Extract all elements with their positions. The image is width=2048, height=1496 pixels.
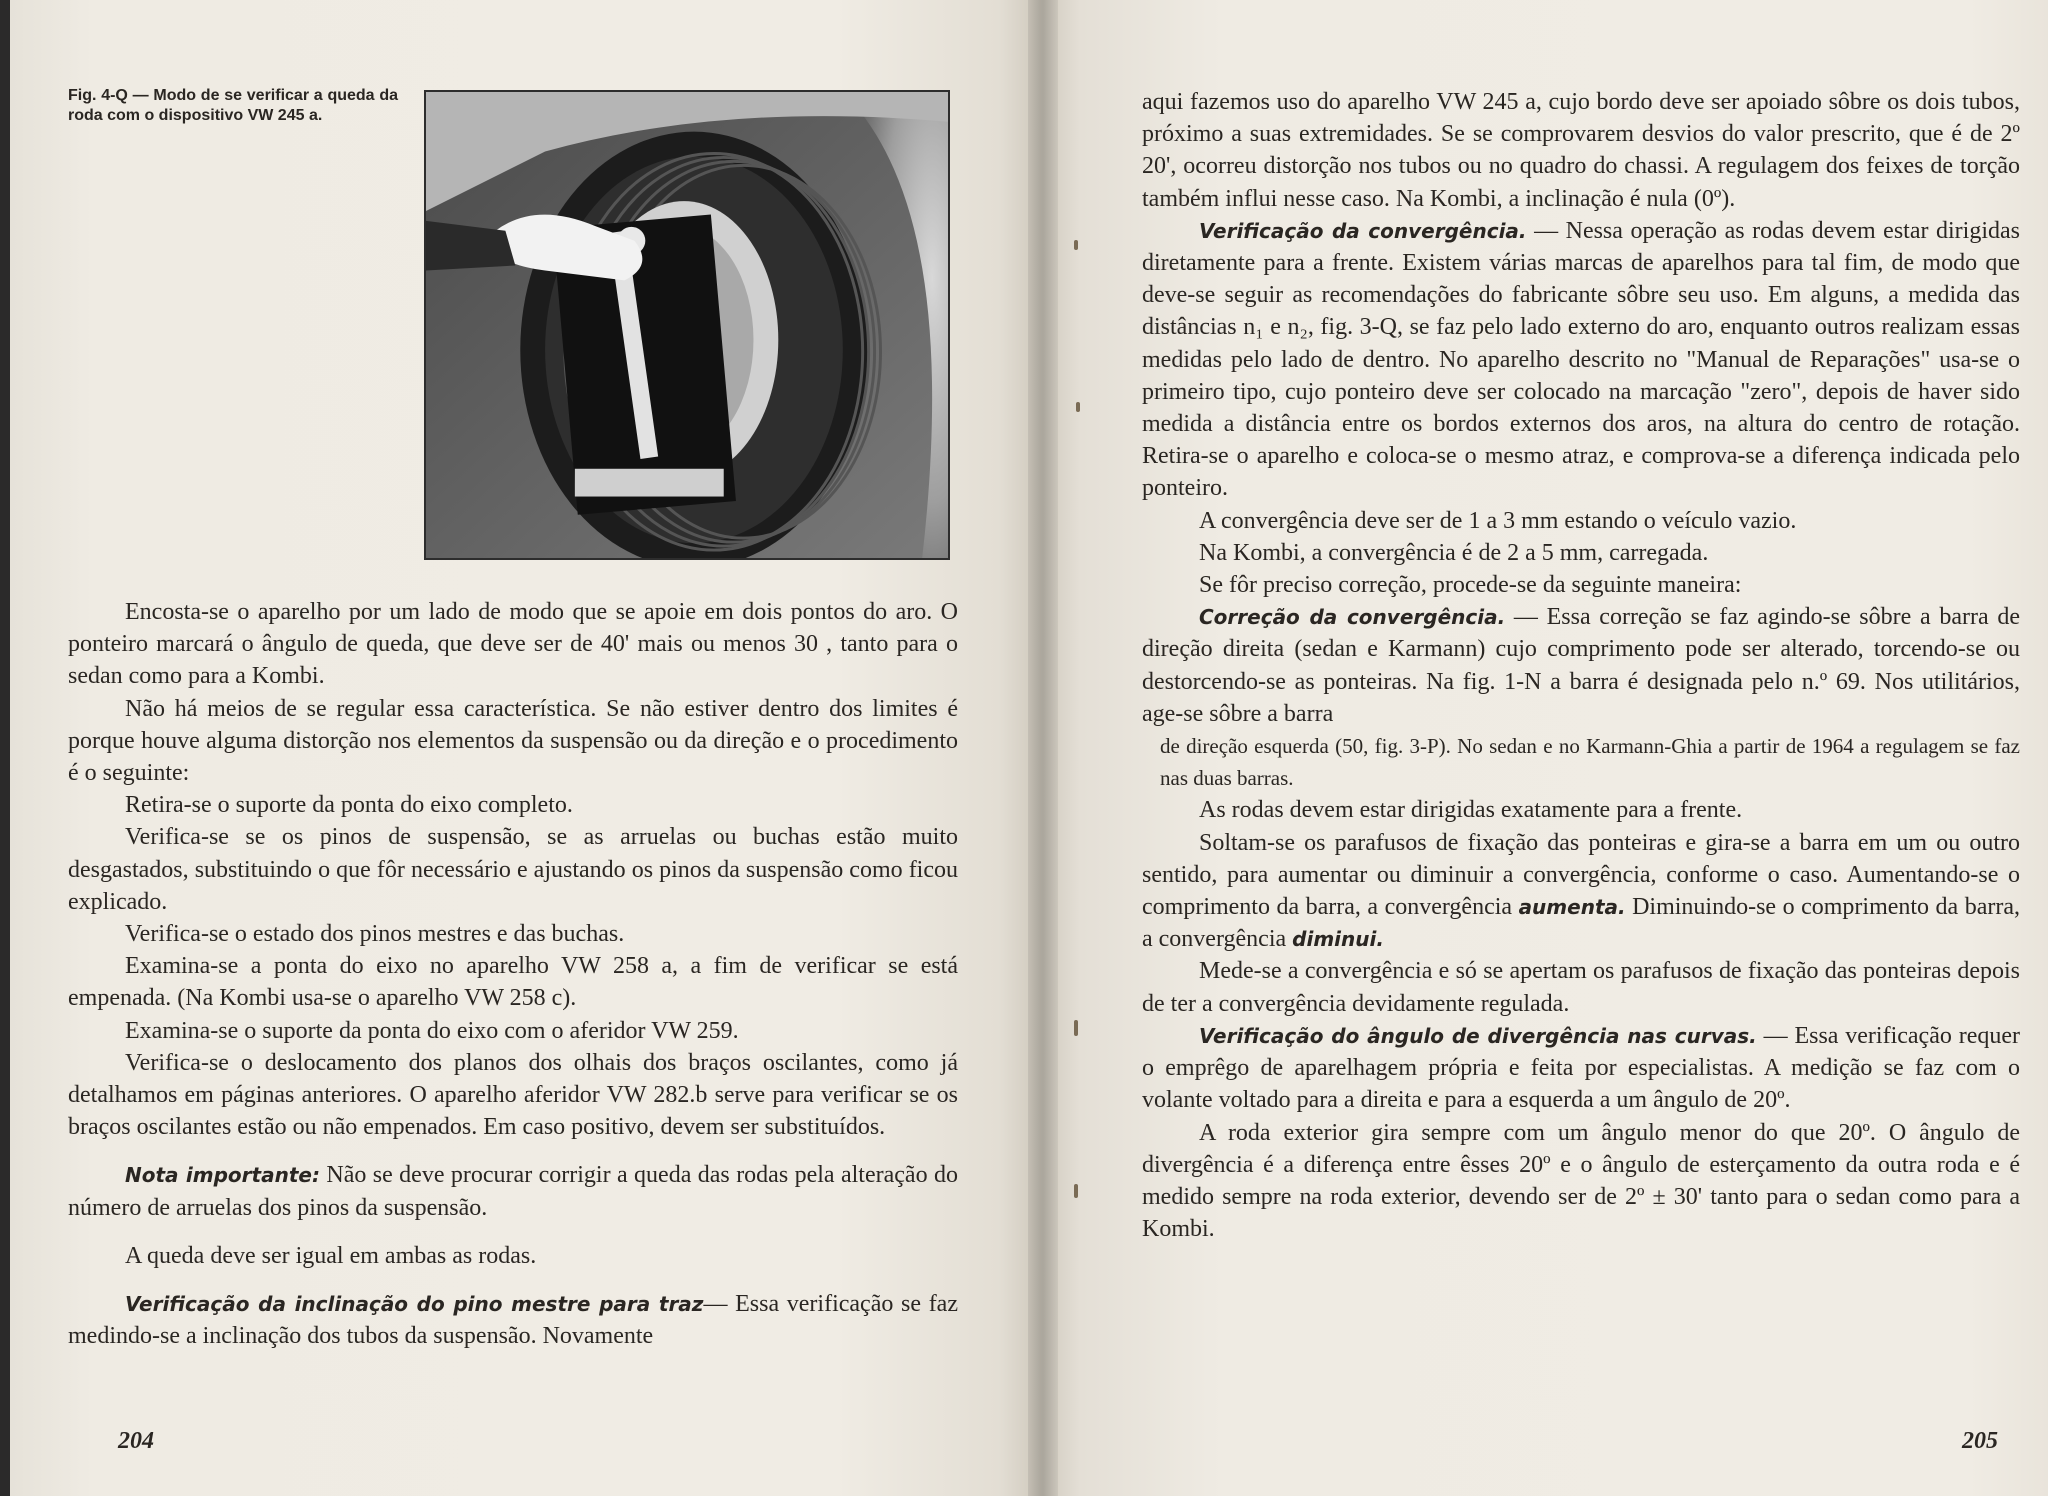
paragraph: Examina-se o suporte da ponta do eixo com o aferidor VW 259. <box>125 1017 739 1044</box>
section-text: — Essa verificação se faz medindo-se a inclinação dos tubos da suspensão. Novamente <box>68 1291 958 1350</box>
paragraph: As rodas devem estar dirigidas exatamente para a frente. <box>1199 797 1743 824</box>
section-paragraph <box>1142 215 2020 505</box>
paragraph: Verifica-se o estado dos pinos mestres e das buchas. <box>125 921 625 948</box>
paragraph: aqui fazemos uso do aparelho VW 245 a, cujo bordo deve ser apoiado sôbre os dois tubos, próximo a suas extremidades. Se se comprovarem desvios do valor prescrito, que é de 2º 20', ocorreu distorção nos tubos ou no quadro do chassi. A regulagem dos feixes de torção também influi nesse caso. Na Kombi, a inclinação é nula (0º). <box>1142 89 2020 212</box>
paragraph: Retira-se o suporte da ponta do eixo completo. <box>125 792 573 819</box>
page-number: 204 <box>118 1428 154 1454</box>
section-text: — Essa verificação requer o emprêgo de aparelhagem própria e feita por especialistas. A medição se faz com o volante voltado para a direita e para a esquerda a um ângulo de 20º. <box>1142 1022 2020 1114</box>
paragraph: Encosta-se o aparelho por um lado de modo que se apoie em dois pontos do aro. O ponteiro marcará o ângulo de queda, que deve ser de 40' mais ou menos 30 , tanto para o sedan como para a Kombi. <box>68 599 958 690</box>
emphasis: diminui. <box>1292 927 1384 952</box>
section-heading: Verificação da inclinação do pino mestre para traz <box>125 1292 704 1317</box>
paragraph: A roda exterior gira sempre com um ângulo menor do que 20º. O ângulo de divergência é a diferença entre êsses 20º e o ângulo de esterçamento da outra roda e é medido sempre na roda exterior, devendo ser de 2º ± 30' tanto para o sedan como para a Kombi. <box>1142 1119 2020 1243</box>
note-heading: Nota importante: <box>125 1163 320 1188</box>
section-text: — Nessa operação as rodas devem estar dirigidas diretamente para a frente. Existem várias marcas de aparelhos para tal fim, de modo que deve-se seguir as recomendações do fabricante sôbre seu uso. Em alguns, a medida das distâncias n₁ e n₂, fig. 3-Q, se faz pelo lado externo do aro, enquanto outros realizam essas medidas pelo lado de dentro. No aparelho descrito no "Manual de Reparações" usa-se o primeiro tipo, cujo ponteiro deve ser colocado na marcação "zero", depois de haver sido medida a distância entre os bordos externos dos aros, na altura do centro de rotação. Retira-se o aparelho e coloca-se o mesmo atraz, e comprova-se a diferença indicada pelo ponteiro. <box>1142 217 2020 502</box>
paragraph: Mede-se a convergência e só se apertam os parafusos de fixação das ponteiras depois de ter a convergência devidamente regulada. <box>1142 958 2020 1017</box>
emphasis: aumenta. <box>1518 895 1626 920</box>
paragraph: Na Kombi, a convergência é de 2 a 5 mm, carregada. <box>1199 539 1709 566</box>
paragraph: Verifica-se o deslocamento dos planos dos olhais dos braços oscilantes, como já detalhamos em páginas anteriores. O aparelho aferidor VW 282.b serve para verificar se os braços oscilantes estão ou não empenados. Em caso positivo, devem ser substituídos. <box>68 1049 958 1141</box>
section-heading: Correção da convergência. <box>1199 605 1506 630</box>
paragraph: de direção esquerda (50, fig. 3-P). No sedan e no Karmann-Ghia a partir de 1964 a regulagem se faz nas duas barras. <box>1160 734 2020 791</box>
paragraph: Examina-se a ponta do eixo no aparelho VW 258 a, a fim de verificar se está empenada. (Na Kombi usa-se o aparelho VW 258 c). <box>68 953 958 1012</box>
section-paragraph <box>1142 1020 2020 1117</box>
paragraph: Verifica-se se os pinos de suspensão, se as arruelas ou buchas estão muito desgastados, substituindo o que fôr necessário e ajustando os pinos da suspensão como ficou explicado. <box>68 824 958 915</box>
section-heading: Verificação da convergência. <box>1199 218 1527 243</box>
print-speck <box>1074 1020 1078 1036</box>
left-page <box>10 0 1040 1496</box>
text-run: Diminuindo-se o comprimento da barra, a convergência <box>1142 894 2020 953</box>
section-paragraph <box>68 1288 958 1352</box>
print-speck <box>1074 1184 1078 1198</box>
section-paragraph <box>1142 601 2020 730</box>
wheel-photo <box>424 90 950 560</box>
section-heading: Verificação do ângulo de divergência nas curvas. <box>1199 1023 1757 1048</box>
figure-caption: Fig. 4-Q — Modo de se verificar a queda da roda com o dispositivo VW 245 a. <box>68 87 398 124</box>
paragraph: Se fôr preciso correção, procede-se da seguinte maneira: <box>1199 572 1742 599</box>
left-body-text <box>68 596 958 1352</box>
paragraph <box>1142 827 2020 956</box>
text-run: Soltam-se os parafusos de fixação das ponteiras e gira-se a barra em um ou outro sentido, para aumentar ou diminuir a convergência, conforme o caso. Aumentando-se o comprimento da barra, a convergência <box>1142 829 2020 921</box>
wheel-camber-gauge-image <box>426 92 948 558</box>
paragraph: A queda deve ser igual em ambas as rodas. <box>125 1242 537 1269</box>
right-body-text <box>1142 86 2020 1245</box>
paragraph: Não há meios de se regular essa característica. Se não estiver dentro dos limites é porque houve alguma distorção nos elementos da suspensão ou da direção e o procedimento é o seguinte: <box>68 695 958 787</box>
paragraph: A convergência deve ser de 1 a 3 mm estando o veículo vazio. <box>1199 507 1797 534</box>
print-speck <box>1076 402 1080 412</box>
section-text: — Essa correção se faz agindo-se sôbre a barra de direção direita (sedan e Karmann) cujo comprimento pode ser alterado, torcendo-se ou destorcendo-se as ponteiras. Na fig. 1-N a barra é designada pelo n.º 69. Nos utilitários, age-se sôbre a barra <box>1142 604 2021 727</box>
important-note <box>68 1159 958 1223</box>
note-text: Não se deve procurar corrigir a queda das rodas pela alteração do número de arruelas dos pinos da suspensão. <box>68 1162 958 1221</box>
page-number: 205 <box>1962 1428 1998 1454</box>
print-speck <box>1074 240 1078 250</box>
